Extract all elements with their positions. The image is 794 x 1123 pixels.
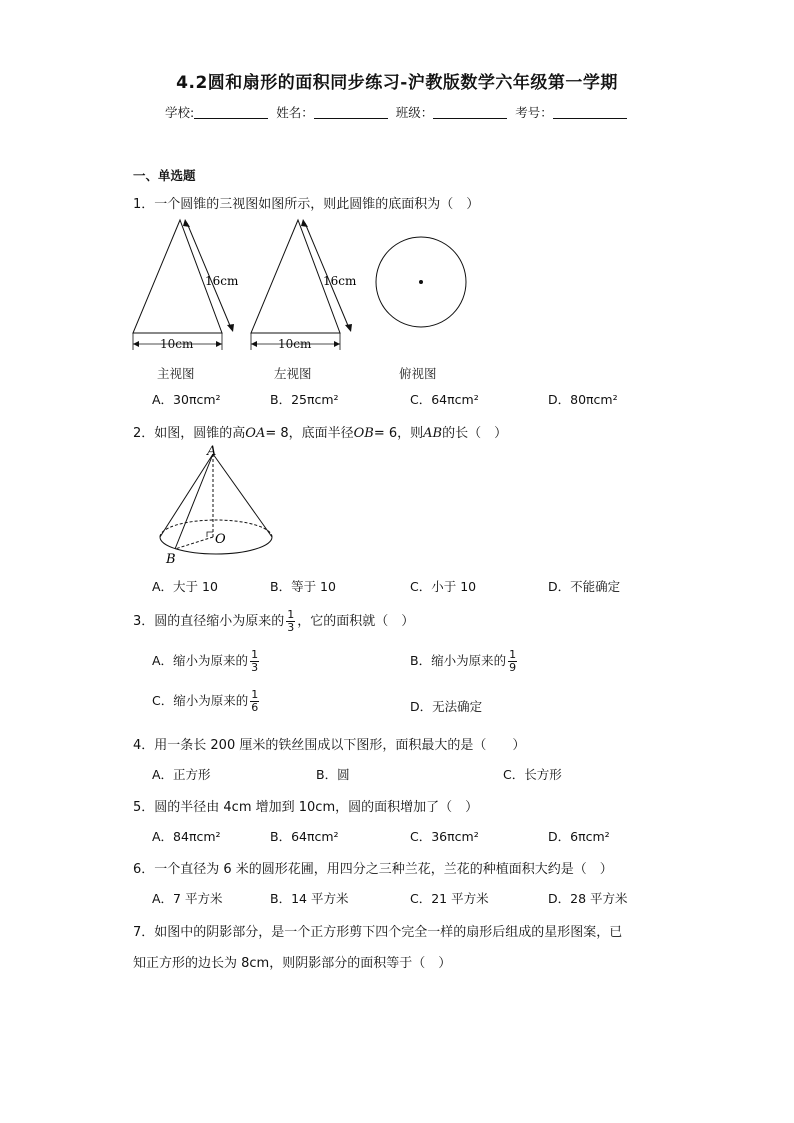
q4-stem: 4．用一条长 200 厘米的铁丝围成以下图形，面积最大的是（ ） [133, 738, 526, 753]
q2-stem-part-c: ，则 [397, 426, 424, 441]
q5-option-b[interactable]: B．64πcm² [270, 829, 339, 844]
q3-stem-part-a: 3．圆的直径缩小为原来的 [133, 614, 285, 629]
q3-frac-num: 1 [287, 608, 295, 621]
q6-option-c[interactable]: C．21 平方米 [410, 891, 489, 906]
q1-front-base-label: 10cm [160, 337, 194, 351]
q3-option-c[interactable] [152, 689, 261, 714]
q2-cone-figure [155, 444, 280, 566]
q1-front-view [133, 219, 239, 351]
q1-top-view [376, 237, 466, 327]
info-id-blank[interactable] [553, 105, 627, 119]
info-school-label: 学校: [165, 105, 195, 120]
q2-stem-part-d: 的长（ ） [442, 426, 508, 441]
q2-option-c[interactable]: C．小于 10 [410, 579, 477, 594]
q5-stem: 5．圆的半径由 4cm 增加到 10cm，圆的面积增加了（ ） [133, 800, 479, 815]
section-heading: 一、单选题 [133, 168, 196, 183]
q4-option-a[interactable]: A．正方形 [152, 767, 211, 782]
q1-option-d[interactable]: D．80πcm² [548, 392, 618, 407]
q3-fraction [286, 609, 295, 634]
q3-option-c-fraction: $\frac{1}{6}$ [251, 688, 259, 714]
q3-option-b[interactable] [410, 649, 519, 674]
q3-option-d[interactable]: D．无法确定 [410, 699, 483, 714]
info-school-blank[interactable] [194, 105, 268, 119]
q1-side-slant-label: 16cm [323, 274, 357, 288]
q2-eq8: = 8 [265, 426, 289, 441]
q1-caption-top: 俯视图 [399, 366, 437, 381]
q1-option-c[interactable]: C．64πcm² [410, 392, 479, 407]
q2-oa: OA [245, 426, 266, 441]
q3-option-a[interactable] [152, 649, 261, 674]
q4-option-b[interactable]: B．圆 [316, 767, 350, 782]
q1-front-slant-label: 16cm [205, 274, 239, 288]
q3-option-a-text: A．缩小为原来的 [152, 653, 249, 668]
q5-option-d[interactable]: D．6πcm² [548, 829, 610, 844]
q1-caption-front: 主视图 [157, 366, 195, 381]
q2-stem-part-a: 2．如图，圆锥的高 [133, 426, 246, 441]
q3-stem [133, 609, 414, 634]
q2-stem-part-b: ，底面半径 [288, 426, 354, 441]
info-id-label: 考号： [515, 105, 553, 120]
q2-point-b-label: B [166, 552, 176, 566]
q1-three-views-figure [125, 215, 485, 355]
q1-caption-side: 左视图 [274, 366, 312, 381]
q6-option-d[interactable]: D．28 平方米 [548, 891, 628, 906]
q6-stem: 6．一个直径为 6 米的圆形花圃，用四分之三种兰花，兰花的种植面积大约是（ ） [133, 862, 613, 877]
student-info-line [165, 103, 631, 121]
q3-option-b-text: B．缩小为原来的 [410, 653, 507, 668]
q3-option-c-text: C．缩小为原来的 [152, 693, 249, 708]
q3-stem-part-b: ，它的面积就（ ） [297, 614, 415, 629]
info-class-blank[interactable] [433, 105, 507, 119]
q2-ab: AB [423, 426, 443, 441]
q1-top-center-point [419, 280, 423, 284]
q3-option-b-fraction: $\frac{1}{9}$ [509, 648, 517, 674]
info-class-label: 班级： [395, 105, 434, 120]
q2-option-b[interactable]: B．等于 10 [270, 579, 336, 594]
q2-ob: OB [353, 426, 374, 441]
q5-option-c[interactable]: C．36πcm² [410, 829, 479, 844]
page-title: 4.2圆和扇形的面积同步练习-沪教版数学六年级第一学期 [176, 73, 618, 93]
q2-option-a[interactable]: A．大于 10 [152, 579, 218, 594]
q6-option-a[interactable]: A．7 平方米 [152, 891, 223, 906]
info-name-label: 姓名： [276, 105, 314, 120]
q3-option-a-fraction: $\frac{1}{3}$ [251, 648, 259, 674]
q4-option-c[interactable]: C．长方形 [503, 767, 562, 782]
q1-stem: 1．一个圆锥的三视图如图所示，则此圆锥的底面积为（ ） [133, 197, 480, 212]
q7-stem-line2: 知正方形的边长为 8cm，则阴影部分的面积等于（ ） [133, 956, 452, 971]
q2-point-a-label: A [207, 444, 217, 459]
q1-option-a[interactable]: A．30πcm² [152, 392, 221, 407]
q2-eq6: = 6 [373, 426, 398, 441]
q1-side-base-label: 10cm [278, 337, 312, 351]
q6-option-b[interactable]: B．14 平方米 [270, 891, 349, 906]
q3-frac-den: 3 [287, 621, 295, 634]
q1-option-b[interactable]: B．25πcm² [270, 392, 339, 407]
q2-point-o-label: O [215, 532, 226, 547]
q2-stem [133, 422, 507, 441]
q2-option-d[interactable]: D．不能确定 [548, 579, 621, 594]
q5-option-a[interactable]: A．84πcm² [152, 829, 221, 844]
info-name-blank[interactable] [314, 105, 388, 119]
q7-stem-line1: 7．如图中的阴影部分，是一个正方形剪下四个完全一样的扇形后组成的星形图案，已 [133, 925, 623, 940]
q1-side-view [251, 219, 357, 351]
